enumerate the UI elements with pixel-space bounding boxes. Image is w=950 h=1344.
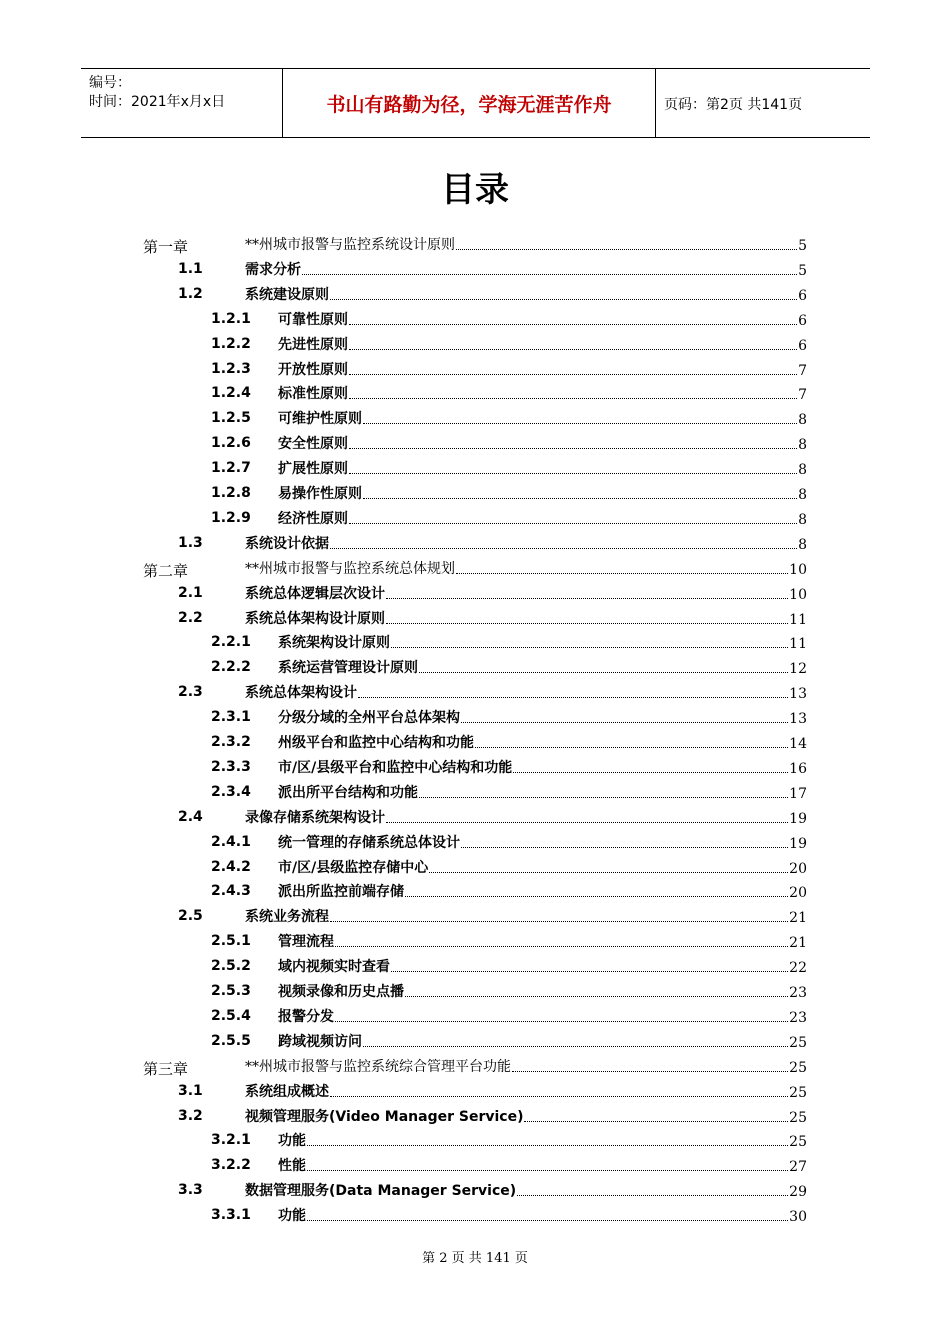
toc-entry-line <box>278 705 807 730</box>
toc-entry-title: 系统架构设计原则 <box>278 635 390 652</box>
toc-entry-title: 管理流程 <box>278 934 334 951</box>
toc-dot-leader <box>307 1219 788 1221</box>
toc-entry-line <box>278 456 807 481</box>
toc-entry-number: 1.2.1 <box>211 310 251 327</box>
toc-entry-title: 跨域视频访问 <box>278 1033 362 1050</box>
toc-entry-title: 性能 <box>278 1158 306 1175</box>
toc-entry-number: 2.3.3 <box>211 758 251 775</box>
toc-entry-page: 10 <box>789 586 807 603</box>
toc-entry-title: 派出所平台结构和功能 <box>278 784 418 801</box>
toc-entry-page: 5 <box>798 238 807 254</box>
toc-entry-line <box>278 979 807 1004</box>
toc-entry-number: 1.1 <box>178 260 203 277</box>
toc-entry[interactable] <box>0 904 950 929</box>
toc-entry-title: 系统运营管理设计原则 <box>278 660 418 677</box>
toc-entry-line <box>278 481 807 506</box>
toc-entry-page: 25 <box>789 1084 807 1101</box>
toc-entry[interactable] <box>0 954 950 979</box>
toc-dot-leader <box>349 522 797 524</box>
toc-dot-leader <box>307 1144 788 1146</box>
toc-entry-number: 1.2.5 <box>211 410 251 427</box>
toc-entry[interactable] <box>0 332 950 357</box>
toc-entry[interactable] <box>0 780 950 805</box>
toc-entry-page: 8 <box>798 437 807 454</box>
toc-dot-leader <box>456 248 797 250</box>
toc-dot-leader <box>307 1169 788 1171</box>
toc-entry[interactable] <box>0 381 950 406</box>
toc-entry-title: 系统建设原则 <box>245 286 329 303</box>
toc-entry-page: 13 <box>789 711 807 728</box>
toc-entry-page: 20 <box>789 885 807 902</box>
toc-dot-leader <box>513 771 788 773</box>
toc-entry-page: 21 <box>789 910 807 927</box>
toc-entry-page: 14 <box>789 736 807 752</box>
toc-entry-number: 2.4 <box>178 808 203 825</box>
toc-entry[interactable] <box>0 481 950 506</box>
time-label: 时间：2021年x月x日 <box>89 94 226 110</box>
toc-entry[interactable] <box>0 855 950 880</box>
toc-entry-title: 系统总体架构设计原则 <box>245 610 385 627</box>
toc-entry[interactable] <box>0 307 950 332</box>
toc-entry-title: 功能 <box>278 1133 306 1150</box>
toc-entry-title: 录像存储系统架构设计 <box>245 809 385 826</box>
toc-entry-title: 易操作性原则 <box>278 486 362 502</box>
toc-dot-leader <box>335 1020 788 1022</box>
toc-entry-line <box>278 1004 807 1029</box>
toc-dot-leader <box>349 472 797 474</box>
toc-entry-number: 3.3.1 <box>211 1207 251 1224</box>
toc-entry[interactable] <box>0 1104 950 1129</box>
toc-entry-title: 数据管理服务(Data Manager Service) <box>245 1183 517 1200</box>
toc-entry-line <box>278 954 807 979</box>
toc-dot-leader <box>349 348 797 350</box>
serial-number-label: 编号： <box>89 75 131 91</box>
toc-entry-line <box>245 680 807 705</box>
toc-entry-page: 6 <box>798 287 807 304</box>
toc-entry-title: 系统业务流程 <box>245 909 329 926</box>
toc-dot-leader <box>391 970 788 972</box>
toc-entry-number: 1.2.2 <box>211 335 251 352</box>
toc-entry-number: 2.5.3 <box>211 983 251 999</box>
toc-entry-line <box>245 1054 807 1079</box>
toc-entry-title: 州级平台和监控中心结构和功能 <box>278 735 474 751</box>
toc-entry-page: 11 <box>789 636 807 653</box>
toc-entry-line <box>278 830 807 855</box>
toc-entry-line <box>278 879 807 904</box>
toc-entry-line <box>278 332 807 357</box>
header-page-label: 页码：第2页 共141页 <box>664 97 803 113</box>
toc-entry[interactable] <box>0 1029 950 1054</box>
toc-entry-title: **州城市报警与监控系统总体规划 <box>245 560 455 577</box>
header-info-cell <box>81 69 283 137</box>
toc-entry-line <box>278 929 807 954</box>
toc-entry-line <box>278 431 807 456</box>
toc-entry[interactable] <box>0 929 950 954</box>
toc-entry-page: 8 <box>798 462 807 479</box>
toc-entry-page: 25 <box>789 1134 807 1151</box>
toc-entry-title: 报警分发 <box>278 1008 334 1025</box>
toc-dot-leader <box>386 821 788 823</box>
toc-entry-page: 17 <box>789 785 807 802</box>
toc-entry-title: **州城市报警与监控系统设计原则 <box>245 237 455 253</box>
toc-entry-number: 2.1 <box>178 584 203 601</box>
toc-entry-line <box>278 307 807 332</box>
toc-entry-number: 1.2 <box>178 285 203 302</box>
toc-entry-number: 1.2.8 <box>211 485 251 501</box>
toc-entry-line <box>278 1153 807 1178</box>
toc-entry-title: 经济性原则 <box>278 510 348 527</box>
toc-entry[interactable] <box>0 581 950 606</box>
toc-entry[interactable] <box>0 655 950 680</box>
toc-entry-title: 统一管理的存储系统总体设计 <box>278 834 460 851</box>
toc-entry-line <box>245 257 807 282</box>
toc-entry-number: 1.2.9 <box>211 509 251 526</box>
toc-entry-number: 3.1 <box>178 1082 203 1099</box>
toc-entry-title: 系统组成概述 <box>245 1083 329 1100</box>
toc-entry-number: 1.2.4 <box>211 385 251 402</box>
toc-entry-line <box>245 531 807 556</box>
toc-dot-leader <box>335 945 788 947</box>
toc-entry[interactable] <box>0 630 950 655</box>
toc-dot-leader <box>524 1120 788 1122</box>
toc-entry-number: 第一章 <box>143 238 189 256</box>
toc-entry[interactable] <box>0 830 950 855</box>
toc-entry[interactable] <box>0 730 950 755</box>
toc-entry-line <box>245 1079 807 1104</box>
toc-entry[interactable] <box>0 1004 950 1029</box>
page-header <box>81 68 870 138</box>
page-footer: 第 2 页 共 141 页 <box>422 1251 528 1266</box>
toc-entry-title: 视频管理服务(Video Manager Service) <box>245 1108 524 1125</box>
toc-dot-leader <box>363 1045 788 1047</box>
toc-entry-title: 分级分域的全州平台总体架构 <box>278 710 460 727</box>
toc-dot-leader <box>349 323 797 325</box>
toc-entry-number: 第三章 <box>143 1059 189 1078</box>
toc-dot-leader <box>358 696 788 698</box>
toc-entry-line <box>245 805 807 830</box>
toc-entry-number: 2.2.2 <box>211 659 251 676</box>
toc-dot-leader <box>349 447 797 449</box>
toc-entry[interactable] <box>0 531 950 556</box>
toc-entry-number: 1.2.7 <box>211 460 251 477</box>
toc-entry-title: 先进性原则 <box>278 336 348 353</box>
toc-entry-line <box>278 780 807 805</box>
toc-dot-leader <box>419 671 788 673</box>
toc-entry-line <box>278 506 807 531</box>
toc-entry-number: 3.3 <box>178 1182 203 1199</box>
toc-entry-page: 30 <box>789 1209 807 1226</box>
toc-entry-line <box>278 381 807 406</box>
toc-entry-number: 3.2.1 <box>211 1132 251 1149</box>
toc-entry-title: 派出所监控前端存储 <box>278 884 404 901</box>
toc-entry-line <box>245 606 807 631</box>
toc-entry-line <box>278 755 807 780</box>
toc-entry-number: 2.5.4 <box>211 1007 251 1024</box>
toc-entry[interactable] <box>0 1128 950 1153</box>
toc-dot-leader <box>349 397 797 399</box>
toc-entry-line <box>278 730 807 755</box>
toc-entry-number: 2.3.2 <box>211 734 251 750</box>
toc-dot-leader <box>330 298 797 300</box>
toc-entry-page: 12 <box>789 661 807 678</box>
toc-entry-number: 2.2.1 <box>211 634 251 651</box>
toc-entry-page: 13 <box>789 686 807 703</box>
toc-dot-leader <box>330 547 797 549</box>
toc-entry-number: 2.5.5 <box>211 1032 251 1049</box>
toc-dot-leader <box>456 572 788 574</box>
toc-entry-page: 8 <box>798 511 807 528</box>
toc-entry-number: 2.5.2 <box>211 958 251 975</box>
toc-entry[interactable] <box>0 755 950 780</box>
toc-entry[interactable] <box>0 232 950 257</box>
header-motto: 书山有路勤为径，学海无涯苦作舟 <box>326 94 612 116</box>
toc-entry-page: 10 <box>789 561 807 578</box>
header-motto-cell <box>283 69 656 137</box>
toc-dot-leader <box>405 895 788 897</box>
toc-entry-line <box>278 357 807 382</box>
toc-entry-number: 2.5 <box>178 908 203 925</box>
toc-entry[interactable] <box>0 1203 950 1228</box>
toc-dot-leader <box>363 422 797 424</box>
toc-entry-page: 5 <box>798 262 807 279</box>
toc-entry-page: 19 <box>789 835 807 852</box>
toc-entry-title: 系统设计依据 <box>245 535 329 552</box>
toc-dot-leader <box>363 497 797 499</box>
toc-entry-page: 20 <box>789 860 807 877</box>
toc-entry-title: 扩展性原则 <box>278 461 348 478</box>
toc-entry-page: 8 <box>798 412 807 429</box>
toc-entry-page: 23 <box>789 985 807 1001</box>
toc-entry[interactable] <box>0 282 950 307</box>
toc-dot-leader <box>461 846 788 848</box>
toc-entry-title: 域内视频实时查看 <box>278 959 390 976</box>
toc-entry[interactable] <box>0 805 950 830</box>
toc-dot-leader <box>475 746 788 748</box>
toc-entry-page: 25 <box>789 1109 807 1126</box>
toc-entry-title: 可维护性原则 <box>278 411 362 428</box>
toc-entry-page: 16 <box>789 760 807 777</box>
toc-entry-number: 3.2.2 <box>211 1157 251 1174</box>
toc-entry-line <box>245 232 807 257</box>
toc-dot-leader <box>405 995 788 997</box>
toc-dot-leader <box>349 373 797 375</box>
toc-entry-title: 需求分析 <box>245 261 301 278</box>
toc-dot-leader <box>330 920 788 922</box>
toc-entry-title: 标准性原则 <box>278 386 348 403</box>
toc-entry-number: 2.4.2 <box>211 858 251 875</box>
toc-entry[interactable] <box>0 1178 950 1203</box>
toc-entry-line <box>245 904 807 929</box>
toc-entry[interactable] <box>0 357 950 382</box>
toc-entry-title: 市/区/县级平台和监控中心结构和功能 <box>278 759 513 776</box>
toc-entry[interactable] <box>0 556 950 581</box>
toc-entry-page: 7 <box>798 362 807 379</box>
toc-entry-line <box>278 655 807 680</box>
toc-entry[interactable] <box>0 1153 950 1178</box>
toc-entry-page: 29 <box>789 1184 807 1201</box>
toc-entry-number: 2.4.3 <box>211 883 251 900</box>
toc-entry-page: 7 <box>798 387 807 404</box>
toc-entry[interactable] <box>0 506 950 531</box>
toc-entry-line <box>278 406 807 431</box>
toc-entry-title: 功能 <box>278 1208 306 1225</box>
toc-dot-leader <box>461 721 788 723</box>
toc-entry-line <box>278 1203 807 1228</box>
toc-entry-title: 视频录像和历史点播 <box>278 984 404 1000</box>
toc-dot-leader <box>302 273 797 275</box>
toc-entry-number: 2.5.1 <box>211 933 251 950</box>
toc-entry-page: 6 <box>798 337 807 354</box>
toc-entry[interactable] <box>0 406 950 431</box>
toc-dot-leader <box>517 1194 788 1196</box>
toc-entry-page: 25 <box>789 1059 807 1076</box>
toc-entry[interactable] <box>0 705 950 730</box>
toc-entry-line <box>245 1104 807 1129</box>
toc-entry[interactable] <box>0 257 950 282</box>
toc-entry-line <box>278 1128 807 1153</box>
toc-entry-number: 1.3 <box>178 534 203 551</box>
page-title: 目录 <box>441 170 509 210</box>
toc-entry-line <box>245 556 807 581</box>
toc-entry[interactable] <box>0 680 950 705</box>
toc-entry[interactable] <box>0 456 950 481</box>
toc-entry-title: 系统总体逻辑层次设计 <box>245 585 385 602</box>
toc-entry-number: 2.3.1 <box>211 709 251 726</box>
toc-entry[interactable] <box>0 1054 950 1079</box>
toc-entry-title: 安全性原则 <box>278 436 348 453</box>
toc-entry[interactable] <box>0 606 950 631</box>
toc-entry-line <box>278 630 807 655</box>
toc-dot-leader <box>330 1095 788 1097</box>
toc-entry-page: 27 <box>789 1159 807 1176</box>
toc-entry-page: 19 <box>789 810 807 827</box>
toc-dot-leader <box>391 646 788 648</box>
toc-entry-number: 1.2.6 <box>211 435 251 452</box>
toc-dot-leader <box>386 597 788 599</box>
toc-entry-line <box>245 1178 807 1203</box>
toc-entry-page: 11 <box>789 611 807 628</box>
toc-entry-page: 22 <box>789 960 807 977</box>
toc-entry-page: 23 <box>789 1009 807 1026</box>
toc-entry-page: 21 <box>789 935 807 952</box>
toc-entry-title: 系统总体架构设计 <box>245 685 357 702</box>
toc-entry-line <box>278 855 807 880</box>
toc-dot-leader <box>429 871 788 873</box>
toc-entry[interactable] <box>0 431 950 456</box>
toc-entry-page: 6 <box>798 312 807 329</box>
toc-entry-number: 3.2 <box>178 1107 203 1124</box>
toc-entry-number: 2.3 <box>178 684 203 701</box>
toc-dot-leader <box>419 796 788 798</box>
toc-entry-number: 1.2.3 <box>211 360 251 377</box>
header-page-cell <box>656 69 870 137</box>
toc-entry-line <box>245 581 807 606</box>
toc-entry-page: 8 <box>798 487 807 503</box>
toc-entry[interactable] <box>0 979 950 1004</box>
toc-entry-page: 25 <box>789 1034 807 1051</box>
toc-entry[interactable] <box>0 879 950 904</box>
toc-entry-line <box>245 282 807 307</box>
toc-entry-title: **州城市报警与监控系统综合管理平台功能 <box>245 1058 511 1075</box>
toc-entry-number: 第二章 <box>143 561 189 580</box>
toc-entry[interactable] <box>0 1079 950 1104</box>
toc-entry-title: 市/区/县级监控存储中心 <box>278 859 429 876</box>
toc-dot-leader <box>512 1070 788 1072</box>
toc-entry-page: 8 <box>798 536 807 553</box>
toc-dot-leader <box>386 622 788 624</box>
toc-entry-number: 2.2 <box>178 609 203 626</box>
toc-entry-title: 开放性原则 <box>278 361 348 378</box>
toc-entry-line <box>278 1029 807 1054</box>
toc-entry-title: 可靠性原则 <box>278 311 348 328</box>
toc-entry-number: 2.4.1 <box>211 833 251 850</box>
toc-entry-number: 2.3.4 <box>211 783 251 800</box>
